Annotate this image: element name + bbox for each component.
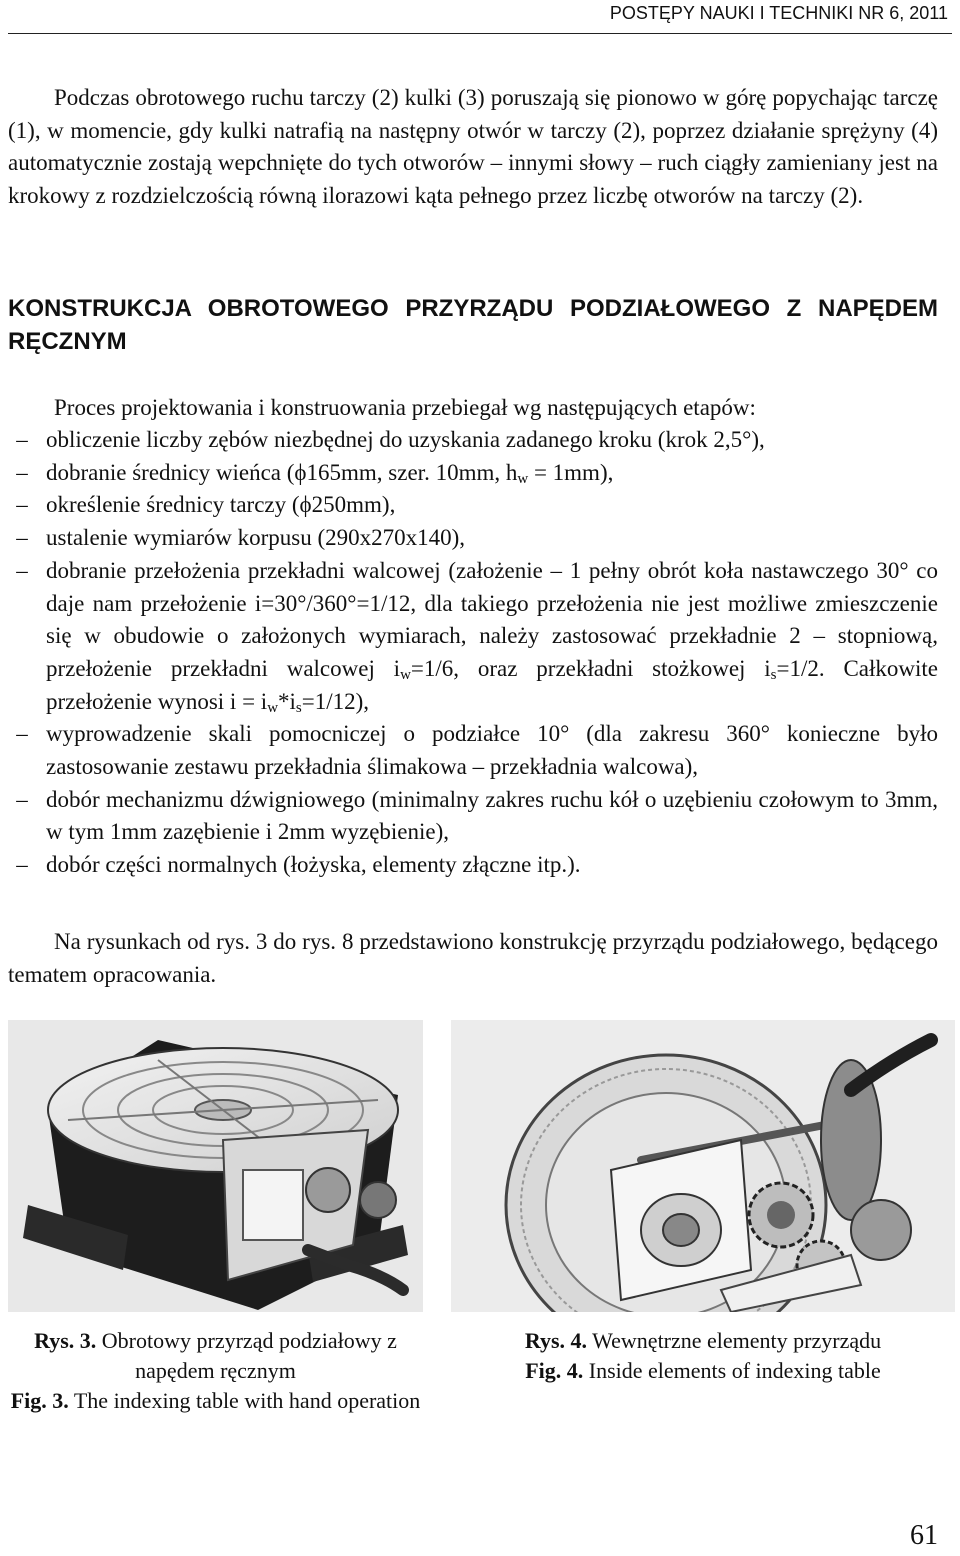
dash-bullet: – [16,721,28,747]
indexing-table-illustration [8,1020,423,1312]
figure-4-image [451,1020,955,1312]
list-item: – dobranie przełożenia przekładni walcowej (założenie – 1 pełny obrót koła nastawczego 30° co daje nam przełożenie i=30°/360°=1/12, dla takiego przełożenia nie jest możliwe zmieszczenie się w obudowie o założonych wymiarach, należy zastosować przekładnie 2 – stopniową, przełożenie przekładni walcowej $i_w=1/6$, oraz przekładni stożkowej $i_s=1/2$. Całkowite przełożenie wynosi $i = i_w*i_s=1/12$), [8,555,938,719]
intro-paragraph: Podczas obrotowego ruchu tarczy (2) kulki (3) poruszają się pionowo w górę popychając tarczę (1), w momencie, gdy kulki natrafią na następny otwór w tarczy (2), poprzez działanie sprężyny (4) automatycznie zostają wepchnięte do tych otworów – innymi słowy – ruch ciągły zamieniany jest na krokowy z rozdzielczością równą ilorazowi kąta pełnego przez liczbę otworów na tarczy (2). [8,85,938,209]
figure-4-caption [451,1326,955,1386]
dash-bullet: – [16,492,28,518]
process-intro: Proces projektowania i konstruowania przebiegał wg następujących etapów: [54,395,756,420]
section-heading: KONSTRUKCJA OBROTOWEGO PRZYRZĄDU PODZIAŁOWEGO Z NAPĘDEM RĘCZNYM [8,295,938,355]
figure-4-label-en: Fig. 4. [525,1358,584,1383]
list-item: – obliczenie liczby zębów niezbędnej do uzyskania zadanego kroku (krok 2,5°), [8,424,938,457]
dash-bullet: – [16,427,28,452]
dash-bullet: – [16,557,28,583]
dash-bullet: – [16,525,28,551]
dash-bullet: – [16,786,28,812]
dash-bullet: – [16,852,28,878]
figure-4-text-pl: Wewnętrzne elementy przyrządu [587,1328,882,1353]
dash-bullet: – [16,459,28,485]
page-number: 61 [910,1520,938,1551]
list-item: – dobór mechanizmu dźwigniowego (minimalny zakres ruchu kół o uzębieniu czołowym to 3mm, w tym 1mm zazębienie i 2mm wyzębienie), [8,784,938,849]
figure-3-text-pl: Obrotowy przyrząd podziałowy z napędem ręcznym [96,1328,397,1383]
design-steps-list [8,424,938,882]
figure-4-label-pl: Rys. 4. [524,1328,588,1353]
figure-3-text-en: The indexing table with hand operation [68,1388,421,1413]
list-item: – ustalenie wymiarów korpusu (290x270x140), [8,522,938,555]
figure-4-text-en: Inside elements of indexing table [583,1358,881,1383]
figure-3-image [8,1020,423,1312]
list-item: – dobór części normalnych (łożyska, elementy złączne itp.). [8,849,938,882]
list-item: – wyprowadzenie skali pomocniczej o podziałce 10° (dla zakresu 360° konieczne było zastosowanie zestawu przekładnia ślimakowa – przekładnia walcowa), [8,718,938,783]
journal-title: POSTĘPY NAUKI I TECHNIKI NR 6, 2011 [609,3,948,23]
list-item: – określenie średnicy tarczy (ϕ250mm), [8,489,938,522]
figure-3-label-pl: Rys. 3. [34,1328,97,1353]
internal-elements-illustration [451,1020,955,1312]
closing-paragraph: Na rysunkach od rys. 3 do rys. 8 przedstawiono konstrukcję przyrządu podziałowego, będącego tematem opracowania. [8,929,938,987]
figure-3-caption [8,1326,423,1416]
figure-3-label-en: Fig. 3. [10,1388,69,1413]
list-item: – dobranie średnicy wieńca (ϕ165mm, szer. 10mm, $h_w = 1mm$), [8,457,938,490]
running-header [8,0,952,34]
